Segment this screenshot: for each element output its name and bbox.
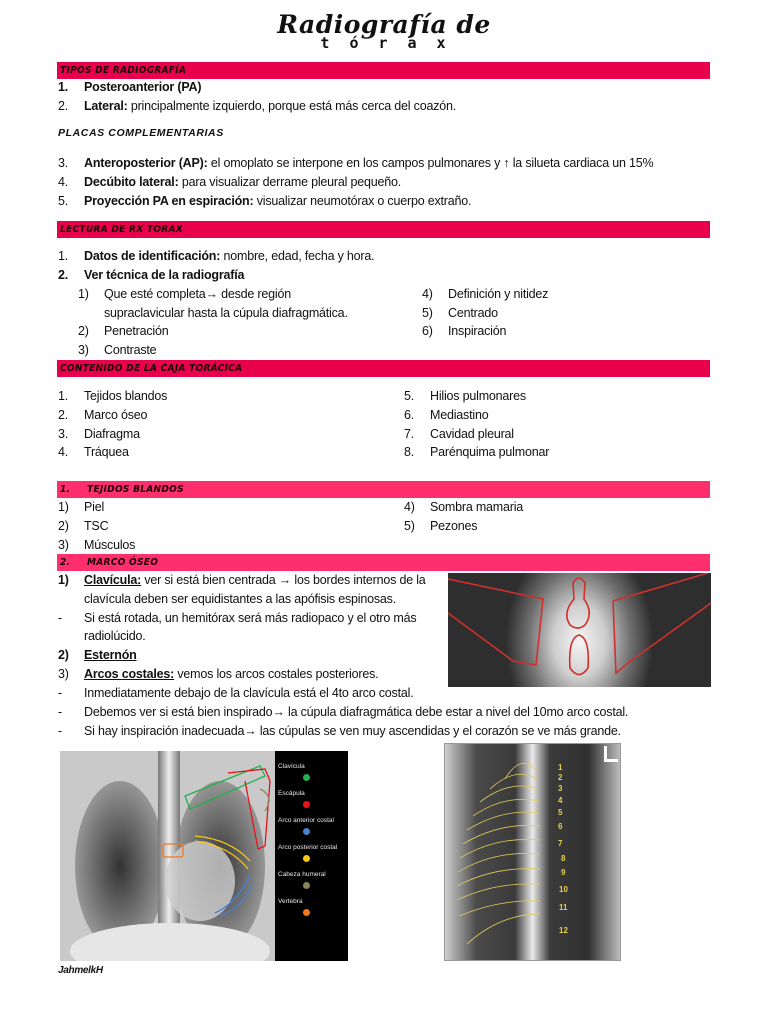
subheading-placas: PLACAS COMPLEMENTARIAS (58, 127, 224, 139)
legend-label: Arco posterior costal (278, 844, 338, 851)
list-item: 7. Cavidad pleural (404, 427, 514, 441)
bullet-item: - Debemos ver si está bien inspirado→ la cúpula diafragmática debe estar a nivel del 10mo arco costal. (58, 705, 629, 719)
legend-label: Arco anterior costal (278, 817, 334, 824)
sub-item: 4) Definición y nitidez (422, 287, 549, 301)
list-item: 3) Arcos costales: vemos los arcos costales posteriores. (58, 667, 379, 681)
rib-number: 10 (559, 885, 568, 894)
title-main: Radiografía de (277, 10, 491, 39)
list-item: 3. Diafragma (58, 427, 140, 441)
list-item: 4. Tráquea (58, 445, 129, 459)
list-item: 1. Posteroanterior (PA) (58, 80, 202, 94)
rib-number: 8 (561, 854, 566, 863)
legend-dot-arco-anterior (303, 828, 310, 835)
rib-number: 6 (558, 822, 563, 831)
rib-number: 3 (558, 784, 563, 793)
sub-item: 1) Que esté completa→ desde región (78, 287, 291, 301)
rib-number: 5 (558, 808, 563, 817)
legend-dot-arco-posterior (303, 855, 310, 862)
list-item: 5. Hilios pulmonares (404, 389, 526, 403)
rib-outline-overlay (445, 744, 621, 961)
labeled-chest-xray-image (60, 751, 348, 961)
legend-dot-cabeza-humeral (303, 882, 310, 889)
legend-dot-clavicula (303, 774, 310, 781)
rib-number: 4 (558, 796, 563, 805)
list-item: 3) Músculos (58, 538, 136, 552)
sub-item: 6) Inspiración (422, 324, 507, 338)
sub-item: 3) Contraste (78, 343, 157, 357)
list-item: 5) Pezones (404, 519, 478, 533)
list-item: 5. Proyección PA en espiración: visualizar neumotórax o cuerpo extraño. (58, 194, 472, 208)
rib-number: 2 (558, 773, 563, 782)
list-item: 2) TSC (58, 519, 109, 533)
section-header-lectura: LECTURA DE RX TÓRAX (57, 221, 710, 238)
list-item: 2. Marco óseo (58, 408, 148, 422)
sub-item: supraclavicular hasta la cúpula diafragmática. (104, 306, 348, 320)
list-item: 1) Clavícula: ver si está bien centrada → los bordes internos de la (58, 573, 426, 587)
legend-label: Vertebra (278, 898, 303, 905)
list-item: 2) Esternón (58, 648, 137, 662)
title-sub: tórax (320, 34, 466, 52)
rib-number: 9 (561, 868, 566, 877)
list-item: 4. Decúbito lateral: para visualizar derrame pleural pequeño. (58, 175, 402, 189)
legend-dot-escapula (303, 801, 310, 808)
bullet-continuation: radiolúcido. (84, 629, 146, 643)
bullet-item: - Inmediatamente debajo de la clavícula está el 4to arco costal. (58, 686, 414, 700)
list-item: 2. Lateral: principalmente izquierdo, porque está más cerca del coazón. (58, 99, 457, 113)
clavicle-outline-overlay (448, 573, 711, 687)
rib-number: 12 (559, 926, 568, 935)
legend-label: Cabeza humeral (278, 871, 326, 878)
list-item: 3. Anteroposterior (AP): el omoplato se interpone en los campos pulmonares y ↑ la silueta cardiaca un 15% (58, 156, 654, 170)
rib-count-xray-image (444, 743, 621, 961)
section-header-tipos: TIPOS DE RADIOGRAFÍA (57, 62, 710, 79)
rib-number: 7 (558, 839, 563, 848)
rib-number: 11 (559, 903, 568, 912)
side-marker-l (604, 746, 618, 762)
list-item-continuation: clavícula deben ser equidistantes a las apófisis espinosas. (84, 592, 397, 606)
bullet-item: - Si está rotada, un hemitórax será más radiopaco y el otro más (58, 611, 417, 625)
clavicle-xray-image (448, 573, 711, 687)
legend-label: Escápula (278, 790, 305, 797)
bullet-item: - Si hay inspiración inadecuada→ las cúpulas se ven muy ascendidas y el corazón se ve más grande. (58, 724, 621, 738)
legend-label: Clavícula (278, 763, 305, 770)
list-item: 2. Ver técnica de la radiografía (58, 268, 245, 282)
document-title (0, 10, 768, 50)
list-item: 8. Parénquima pulmonar (404, 445, 550, 459)
section-header-tejidos: 1. TEJIDOS BLANDOS (57, 481, 710, 498)
author-signature: JahmelkH (58, 965, 103, 976)
list-item: 6. Mediastino (404, 408, 489, 422)
list-item: 4) Sombra mamaria (404, 500, 524, 514)
list-item: 1) Piel (58, 500, 105, 514)
list-item: 1. Datos de identificación: nombre, edad, fecha y hora. (58, 249, 375, 263)
sub-item: 2) Penetración (78, 324, 169, 338)
section-header-marco: 2. MARCO ÓSEO (57, 554, 710, 571)
sub-item: 5) Centrado (422, 306, 498, 320)
legend-dot-vertebra (303, 909, 310, 916)
list-item: 1. Tejidos blandos (58, 389, 168, 403)
section-header-contenido: CONTENIDO DE LA CAJA TORÁCICA (57, 360, 710, 377)
rib-number: 1 (558, 763, 563, 772)
